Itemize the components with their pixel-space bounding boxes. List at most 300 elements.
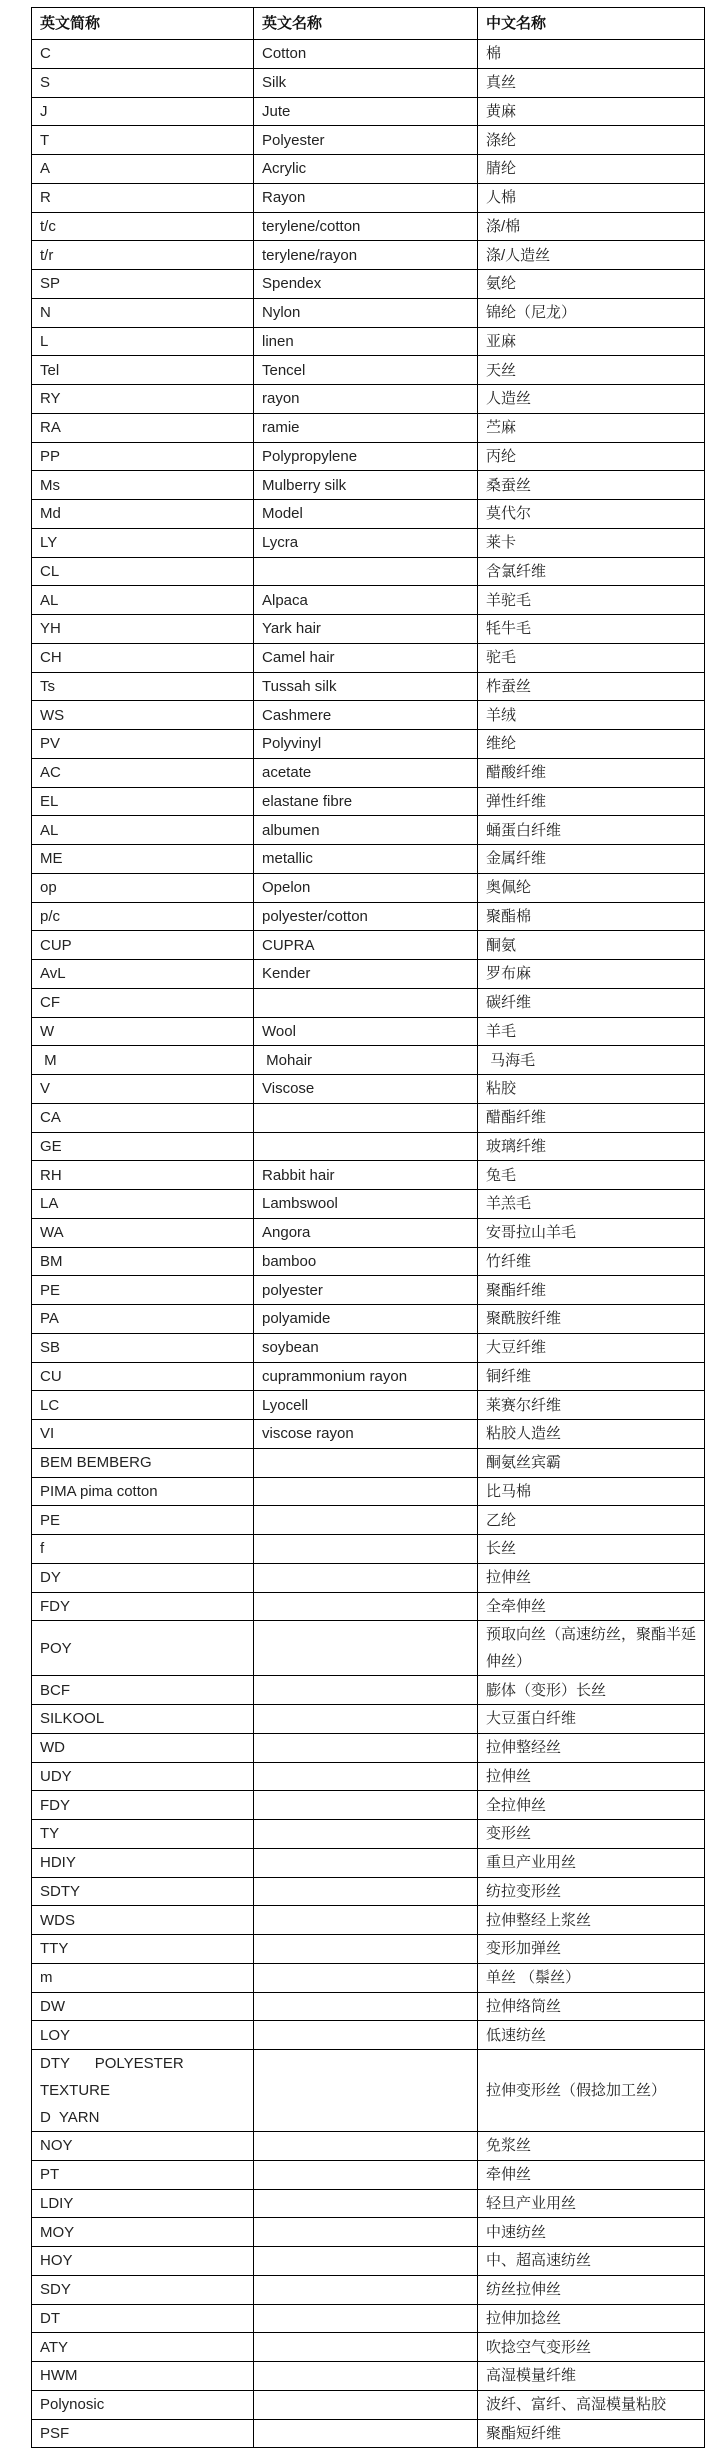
chinese-name-cell: 含氯纤维 [478, 557, 705, 586]
table-row [32, 1676, 705, 1705]
table-row [32, 1935, 705, 1964]
english-name-cell [254, 1992, 478, 2021]
table-row [32, 1218, 705, 1247]
english-name-cell: Camel hair [254, 643, 478, 672]
table-row [32, 155, 705, 184]
abbr-cell: HDIY [32, 1848, 254, 1877]
english-name-cell [254, 1963, 478, 1992]
english-name-cell: Lyocell [254, 1391, 478, 1420]
table-row [32, 1535, 705, 1564]
abbr-cell: LDIY [32, 2189, 254, 2218]
table-row [32, 97, 705, 126]
table-row [32, 758, 705, 787]
table-row [32, 672, 705, 701]
chinese-name-cell: 羊驼毛 [478, 586, 705, 615]
english-name-cell [254, 1791, 478, 1820]
table-row [32, 931, 705, 960]
english-name-cell: Rabbit hair [254, 1161, 478, 1190]
abbr-cell: DW [32, 1992, 254, 2021]
column-header-abbr: 英文简称 [32, 8, 254, 40]
chinese-name-cell: 真丝 [478, 68, 705, 97]
abbr-cell: Ts [32, 672, 254, 701]
table-row [32, 1161, 705, 1190]
chinese-name-cell: 低速纺丝 [478, 2021, 705, 2050]
table-row [32, 1132, 705, 1161]
english-name-cell: Cashmere [254, 701, 478, 730]
abbr-cell: FDY [32, 1592, 254, 1621]
chinese-name-cell: 丙纶 [478, 442, 705, 471]
chinese-name-cell: 吹捻空气变形丝 [478, 2333, 705, 2362]
abbr-cell: BCF [32, 1676, 254, 1705]
table-row [32, 2362, 705, 2391]
chinese-name-cell: 中、超高速纺丝 [478, 2247, 705, 2276]
chinese-name-cell: 预取向丝（高速纺丝，聚酯半延伸丝） [478, 1621, 705, 1676]
chinese-name-cell: 氨纶 [478, 270, 705, 299]
table-row [32, 701, 705, 730]
table-row [32, 442, 705, 471]
chinese-name-cell: 拉伸丝 [478, 1563, 705, 1592]
table-row [32, 327, 705, 356]
table-row [32, 1791, 705, 1820]
header-row [32, 8, 705, 40]
english-name-cell [254, 2189, 478, 2218]
fiber-abbreviation-table [31, 7, 705, 2448]
chinese-name-cell: 锦纶（尼龙） [478, 298, 705, 327]
table-row [32, 356, 705, 385]
english-name-cell [254, 2021, 478, 2050]
english-name-cell: Polyester [254, 126, 478, 155]
english-name-cell: Model [254, 500, 478, 529]
abbr-cell: A [32, 155, 254, 184]
abbr-cell: BEM BEMBERG [32, 1448, 254, 1477]
table-row [32, 1075, 705, 1104]
abbr-cell: WDS [32, 1906, 254, 1935]
english-name-cell: Silk [254, 68, 478, 97]
table-row [32, 40, 705, 69]
abbr-cell: p/c [32, 902, 254, 931]
english-name-cell [254, 1103, 478, 1132]
chinese-name-cell: 重旦产业用丝 [478, 1848, 705, 1877]
abbr-cell: WA [32, 1218, 254, 1247]
abbr-cell: op [32, 873, 254, 902]
english-name-cell [254, 2362, 478, 2391]
abbr-cell: CH [32, 643, 254, 672]
chinese-name-cell: 全拉伸丝 [478, 1791, 705, 1820]
abbr-cell: LY [32, 528, 254, 557]
chinese-name-cell: 奥佩纶 [478, 873, 705, 902]
english-name-cell [254, 1676, 478, 1705]
abbr-cell: GE [32, 1132, 254, 1161]
abbr-cell: VI [32, 1420, 254, 1449]
table-row [32, 212, 705, 241]
abbr-cell: RY [32, 385, 254, 414]
table-row [32, 960, 705, 989]
abbr-cell: m [32, 1963, 254, 1992]
chinese-name-cell: 牦牛毛 [478, 615, 705, 644]
table-row [32, 1705, 705, 1734]
chinese-name-cell: 乙纶 [478, 1506, 705, 1535]
chinese-name-cell: 牵伸丝 [478, 2160, 705, 2189]
english-name-cell: polyester/cotton [254, 902, 478, 931]
english-name-cell: polyester [254, 1276, 478, 1305]
chinese-name-cell: 纺丝拉伸丝 [478, 2275, 705, 2304]
chinese-name-cell: 拉伸整经丝 [478, 1733, 705, 1762]
english-name-cell: Polypropylene [254, 442, 478, 471]
chinese-name-cell: 马海毛 [478, 1046, 705, 1075]
table-row [32, 2419, 705, 2448]
english-name-cell: Polyvinyl [254, 730, 478, 759]
column-header-chinese: 中文名称 [478, 8, 705, 40]
abbr-cell: PE [32, 1506, 254, 1535]
english-name-cell [254, 2247, 478, 2276]
abbr-cell: LA [32, 1190, 254, 1219]
table-row [32, 1621, 705, 1676]
chinese-name-cell: 罗布麻 [478, 960, 705, 989]
abbr-cell: PP [32, 442, 254, 471]
english-name-cell [254, 988, 478, 1017]
chinese-name-cell: 黄麻 [478, 97, 705, 126]
table-row [32, 1733, 705, 1762]
table-row [32, 2050, 705, 2132]
abbr-cell: PIMA pima cotton [32, 1477, 254, 1506]
english-name-cell: acetate [254, 758, 478, 787]
chinese-name-cell: 苎麻 [478, 413, 705, 442]
chinese-name-cell: 安哥拉山羊毛 [478, 1218, 705, 1247]
table-row [32, 1477, 705, 1506]
chinese-name-cell: 拉伸丝 [478, 1762, 705, 1791]
abbr-cell: RH [32, 1161, 254, 1190]
english-name-cell [254, 2304, 478, 2333]
document-page [0, 7, 711, 2448]
abbr-cell: AC [32, 758, 254, 787]
table-row [32, 2218, 705, 2247]
abbr-cell: DT [32, 2304, 254, 2333]
chinese-name-cell: 竹纤维 [478, 1247, 705, 1276]
table-row [32, 2021, 705, 2050]
chinese-name-cell: 莱赛尔纤维 [478, 1391, 705, 1420]
english-name-cell: Nylon [254, 298, 478, 327]
table-row [32, 873, 705, 902]
english-name-cell [254, 1877, 478, 1906]
abbr-cell: C [32, 40, 254, 69]
table-row [32, 1963, 705, 1992]
table-row [32, 1992, 705, 2021]
chinese-name-cell: 轻旦产业用丝 [478, 2189, 705, 2218]
chinese-name-cell: 变形加弹丝 [478, 1935, 705, 1964]
chinese-name-cell: 羊羔毛 [478, 1190, 705, 1219]
table-row [32, 2333, 705, 2362]
abbr-cell: SB [32, 1333, 254, 1362]
chinese-name-cell: 羊毛 [478, 1017, 705, 1046]
english-name-cell: Opelon [254, 873, 478, 902]
abbr-cell: Tel [32, 356, 254, 385]
english-name-cell: Tencel [254, 356, 478, 385]
english-name-cell [254, 2390, 478, 2419]
english-name-cell [254, 1563, 478, 1592]
chinese-name-cell: 兔毛 [478, 1161, 705, 1190]
abbr-cell: R [32, 183, 254, 212]
abbr-cell: AL [32, 586, 254, 615]
english-name-cell: soybean [254, 1333, 478, 1362]
english-name-cell [254, 2160, 478, 2189]
abbr-cell: T [32, 126, 254, 155]
chinese-name-cell: 玻璃纤维 [478, 1132, 705, 1161]
abbr-cell: t/c [32, 212, 254, 241]
abbr-cell: S [32, 68, 254, 97]
abbr-cell: M [32, 1046, 254, 1075]
chinese-name-cell: 弹性纤维 [478, 787, 705, 816]
chinese-name-cell: 免浆丝 [478, 2132, 705, 2161]
abbr-cell: PA [32, 1305, 254, 1334]
table-row [32, 586, 705, 615]
english-name-cell [254, 1906, 478, 1935]
abbr-cell: LC [32, 1391, 254, 1420]
abbr-cell: WS [32, 701, 254, 730]
chinese-name-cell: 莱卡 [478, 528, 705, 557]
table-row [32, 2132, 705, 2161]
abbr-cell: LOY [32, 2021, 254, 2050]
english-name-cell: Lycra [254, 528, 478, 557]
abbr-cell: TTY [32, 1935, 254, 1964]
english-name-cell: Cotton [254, 40, 478, 69]
english-name-cell: Kender [254, 960, 478, 989]
abbr-cell: Md [32, 500, 254, 529]
chinese-name-cell: 驼毛 [478, 643, 705, 672]
abbr-cell: FDY [32, 1791, 254, 1820]
table-row [32, 1391, 705, 1420]
table-row [32, 557, 705, 586]
chinese-name-cell: 聚酯短纤维 [478, 2419, 705, 2448]
table-row [32, 816, 705, 845]
chinese-name-cell: 高湿模量纤维 [478, 2362, 705, 2391]
chinese-name-cell: 羊绒 [478, 701, 705, 730]
english-name-cell: Lambswool [254, 1190, 478, 1219]
chinese-name-cell: 拉伸变形丝（假捻加工丝） [478, 2050, 705, 2132]
english-name-cell: cuprammonium rayon [254, 1362, 478, 1391]
chinese-name-cell: 聚酰胺纤维 [478, 1305, 705, 1334]
english-name-cell: viscose rayon [254, 1420, 478, 1449]
table-row [32, 1103, 705, 1132]
chinese-name-cell: 亚麻 [478, 327, 705, 356]
table-row [32, 1247, 705, 1276]
table-row [32, 68, 705, 97]
english-name-cell: CUPRA [254, 931, 478, 960]
english-name-cell: Rayon [254, 183, 478, 212]
abbr-cell: DTY POLYESTER TEXTURE D YARN [32, 2050, 254, 2132]
english-name-cell [254, 557, 478, 586]
english-name-cell: Mohair [254, 1046, 478, 1075]
english-name-cell [254, 2050, 478, 2132]
table-row [32, 2390, 705, 2419]
table-row [32, 241, 705, 270]
chinese-name-cell: 变形丝 [478, 1820, 705, 1849]
chinese-name-cell: 比马棉 [478, 1477, 705, 1506]
english-name-cell [254, 1733, 478, 1762]
english-name-cell: Angora [254, 1218, 478, 1247]
chinese-name-cell: 人棉 [478, 183, 705, 212]
abbr-cell: PSF [32, 2419, 254, 2448]
table-row [32, 1046, 705, 1075]
abbr-cell: t/r [32, 241, 254, 270]
abbr-cell: J [32, 97, 254, 126]
table-row [32, 471, 705, 500]
abbr-cell: ME [32, 845, 254, 874]
english-name-cell: Jute [254, 97, 478, 126]
table-row [32, 1448, 705, 1477]
english-name-cell [254, 1132, 478, 1161]
chinese-name-cell: 碳纤维 [478, 988, 705, 1017]
chinese-name-cell: 桑蚕丝 [478, 471, 705, 500]
chinese-name-cell: 拉伸加捻丝 [478, 2304, 705, 2333]
table-row [32, 1848, 705, 1877]
table-row [32, 1420, 705, 1449]
english-name-cell: elastane fibre [254, 787, 478, 816]
english-name-cell: ramie [254, 413, 478, 442]
chinese-name-cell: 中速纺丝 [478, 2218, 705, 2247]
abbr-cell: PT [32, 2160, 254, 2189]
abbr-cell: AvL [32, 960, 254, 989]
english-name-cell: bamboo [254, 1247, 478, 1276]
abbr-cell: f [32, 1535, 254, 1564]
chinese-name-cell: 单丝 （鬃丝） [478, 1963, 705, 1992]
table-row [32, 845, 705, 874]
chinese-name-cell: 大豆蛋白纤维 [478, 1705, 705, 1734]
english-name-cell [254, 1848, 478, 1877]
abbr-cell: CUP [32, 931, 254, 960]
chinese-name-cell: 莫代尔 [478, 500, 705, 529]
abbr-cell: BM [32, 1247, 254, 1276]
abbr-cell: MOY [32, 2218, 254, 2247]
table-row [32, 1906, 705, 1935]
chinese-name-cell: 维纶 [478, 730, 705, 759]
english-name-cell [254, 1592, 478, 1621]
english-name-cell: Viscose [254, 1075, 478, 1104]
chinese-name-cell: 粘胶 [478, 1075, 705, 1104]
chinese-name-cell: 醋酸纤维 [478, 758, 705, 787]
chinese-name-cell: 铜纤维 [478, 1362, 705, 1391]
table-row [32, 528, 705, 557]
table-row [32, 413, 705, 442]
abbr-cell: CA [32, 1103, 254, 1132]
table-row [32, 1305, 705, 1334]
abbr-cell: AL [32, 816, 254, 845]
table-row [32, 183, 705, 212]
english-name-cell [254, 1820, 478, 1849]
abbr-cell: HOY [32, 2247, 254, 2276]
table-row [32, 1877, 705, 1906]
abbr-cell: V [32, 1075, 254, 1104]
table-row [32, 1820, 705, 1849]
chinese-name-cell: 波纤、富纤、高湿模量粘胶 [478, 2390, 705, 2419]
english-name-cell: terylene/cotton [254, 212, 478, 241]
english-name-cell [254, 1506, 478, 1535]
chinese-name-cell: 金属纤维 [478, 845, 705, 874]
english-name-cell: linen [254, 327, 478, 356]
chinese-name-cell: 醋酯纤维 [478, 1103, 705, 1132]
table-row [32, 1190, 705, 1219]
abbr-cell: N [32, 298, 254, 327]
english-name-cell [254, 2275, 478, 2304]
english-name-cell [254, 1535, 478, 1564]
table-row [32, 1362, 705, 1391]
table-row [32, 988, 705, 1017]
chinese-name-cell: 涤/人造丝 [478, 241, 705, 270]
chinese-name-cell: 天丝 [478, 356, 705, 385]
table-row [32, 1276, 705, 1305]
abbr-cell: CL [32, 557, 254, 586]
chinese-name-cell: 涤/棉 [478, 212, 705, 241]
abbr-cell: W [32, 1017, 254, 1046]
english-name-cell: Mulberry silk [254, 471, 478, 500]
table-row [32, 1762, 705, 1791]
abbr-cell: RA [32, 413, 254, 442]
column-header-english: 英文名称 [254, 8, 478, 40]
table-row [32, 2189, 705, 2218]
abbr-cell: L [32, 327, 254, 356]
chinese-name-cell: 膨体（变形）长丝 [478, 1676, 705, 1705]
chinese-name-cell: 柞蚕丝 [478, 672, 705, 701]
table-row [32, 1563, 705, 1592]
table-row [32, 298, 705, 327]
english-name-cell [254, 1448, 478, 1477]
abbr-cell: POY [32, 1621, 254, 1676]
abbr-cell: DY [32, 1563, 254, 1592]
table-row [32, 1017, 705, 1046]
chinese-name-cell: 粘胶人造丝 [478, 1420, 705, 1449]
abbr-cell: PV [32, 730, 254, 759]
abbr-cell: NOY [32, 2132, 254, 2161]
chinese-name-cell: 纺拉变形丝 [478, 1877, 705, 1906]
english-name-cell: Wool [254, 1017, 478, 1046]
abbr-cell: YH [32, 615, 254, 644]
table-row [32, 385, 705, 414]
abbr-cell: WD [32, 1733, 254, 1762]
table-row [32, 2275, 705, 2304]
table-row [32, 2304, 705, 2333]
chinese-name-cell: 拉伸络筒丝 [478, 1992, 705, 2021]
chinese-name-cell: 腈纶 [478, 155, 705, 184]
english-name-cell [254, 2218, 478, 2247]
table-row [32, 902, 705, 931]
abbr-cell: UDY [32, 1762, 254, 1791]
table-row [32, 270, 705, 299]
chinese-name-cell: 全牵伸丝 [478, 1592, 705, 1621]
abbr-cell: ATY [32, 2333, 254, 2362]
chinese-name-cell: 聚酯棉 [478, 902, 705, 931]
table-row [32, 1592, 705, 1621]
english-name-cell: terylene/rayon [254, 241, 478, 270]
table-body [32, 40, 705, 2448]
abbr-cell: CU [32, 1362, 254, 1391]
chinese-name-cell: 拉伸整经上浆丝 [478, 1906, 705, 1935]
abbr-cell: EL [32, 787, 254, 816]
english-name-cell [254, 1621, 478, 1676]
table-header [32, 8, 705, 40]
english-name-cell [254, 2333, 478, 2362]
abbr-cell: CF [32, 988, 254, 1017]
abbr-cell: SDY [32, 2275, 254, 2304]
english-name-cell: rayon [254, 385, 478, 414]
english-name-cell: Spendex [254, 270, 478, 299]
chinese-name-cell: 酮氨丝宾霸 [478, 1448, 705, 1477]
english-name-cell: Acrylic [254, 155, 478, 184]
table-row [32, 1506, 705, 1535]
table-row [32, 1333, 705, 1362]
chinese-name-cell: 聚酯纤维 [478, 1276, 705, 1305]
english-name-cell [254, 1705, 478, 1734]
abbr-cell: SDTY [32, 1877, 254, 1906]
english-name-cell: Alpaca [254, 586, 478, 615]
